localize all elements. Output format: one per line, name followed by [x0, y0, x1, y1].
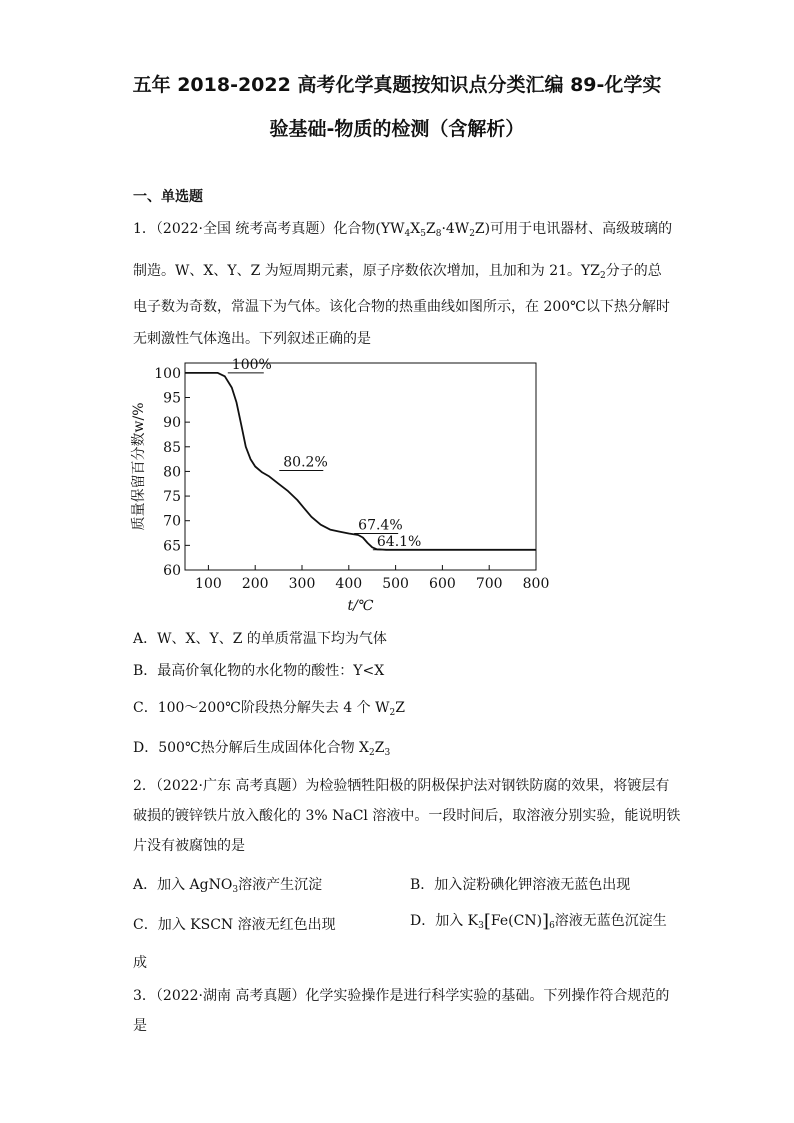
q1-option-c: C．100～200℃阶段热分解失去 4 个 $W_2Z$ [133, 700, 405, 718]
q1-option-b: B．最高价氧化物的水化物的酸性：Y<X [133, 663, 385, 679]
q3-line1: 3．（2022·湖南 高考真题）化学实验操作是进行科学实验的基础。下列操作符合规范的 [133, 988, 670, 1004]
q1-line4: 无刺激性气体逸出。下列叙述正确的是 [133, 331, 371, 347]
y-tick-label: 85 [163, 439, 181, 456]
y-tick-label: 90 [163, 415, 181, 432]
q2-option-b: B．加入淀粉碘化钾溶液无蓝色出现 [410, 877, 631, 893]
x-tick-label: 100 [195, 576, 222, 592]
y-tick-label: 75 [163, 489, 181, 506]
q3-line2: 是 [133, 1018, 147, 1034]
q1-line2: 制造。W、X、Y、Z 为短周期元素，原子序数依次增加，且加和为 21。$YZ_2$分子的总 [133, 263, 662, 281]
y-axis-label: 质量保留百分数w/% [131, 402, 147, 531]
q2-line1: 2．（2022·广东 高考真题）为检验牺牲阳极的阴极保护法对钢铁防腐的效果，将镀层有 [133, 778, 670, 794]
q1-option-d: D．500℃热分解后生成固体化合物 $X_2Z_3$ [133, 740, 391, 758]
y-tick-label: 60 [163, 563, 181, 579]
section-heading: 一、单选题 [133, 189, 203, 205]
q2-option-d: D．加入 $K_3[Fe(CN)]_6$溶液无蓝色沉淀生 [410, 911, 667, 932]
q2-line2: 破损的镀锌铁片放入酸化的 3% NaCl 溶液中。一段时间后，取溶液分别实验，能说明铁 [133, 808, 681, 824]
x-tick-label: 300 [288, 576, 316, 592]
x-tick-label: 600 [429, 576, 456, 592]
thermogravimetric-chart [120, 358, 550, 618]
q2-line3: 片没有被腐蚀的是 [133, 838, 245, 854]
q1-option-a: A．W、X、Y、Z 的单质常温下均为气体 [133, 631, 387, 647]
document-title-line1: 五年 2018-2022 高考化学真题按知识点分类汇编 89-化学实 [132, 74, 662, 96]
data-label: 80.2% [283, 454, 328, 471]
q2-option-c: C．加入 KSCN 溶液无红色出现 [133, 917, 336, 933]
y-tick-label: 95 [163, 390, 181, 407]
data-label: 67.4% [358, 517, 403, 534]
plot-frame [185, 363, 536, 570]
document-title-line2: 验基础-物质的检测（含解析） [269, 118, 525, 140]
q2-option-d-wrap: 成 [133, 955, 147, 971]
data-label: 100% [231, 358, 272, 373]
x-tick-label: 800 [522, 576, 550, 592]
q2-option-a: A．加入 AgNO$_3$溶液产生沉淀 [133, 877, 323, 895]
y-tick-label: 100 [154, 365, 181, 382]
y-tick-label: 65 [163, 538, 181, 555]
x-tick-label: 200 [241, 576, 269, 592]
y-tick-label: 70 [163, 513, 181, 530]
q1-line1: 1．（2022·全国 统考高考真题）化合物$(YW_4X_5Z_8\cdot 4W_2Z)$可用于电讯器材、高级玻璃的 [133, 221, 673, 239]
data-label: 64.1% [376, 533, 422, 550]
q1-line3: 电子数为奇数，常温下为气体。该化合物的热重曲线如图所示，在 200℃以下热分解时 [133, 299, 670, 315]
y-tick-label: 80 [163, 464, 181, 481]
x-tick-label: 700 [475, 576, 503, 592]
x-axis-label: t/℃ [347, 598, 374, 614]
x-tick-label: 400 [335, 576, 363, 592]
x-tick-label: 500 [382, 576, 409, 592]
